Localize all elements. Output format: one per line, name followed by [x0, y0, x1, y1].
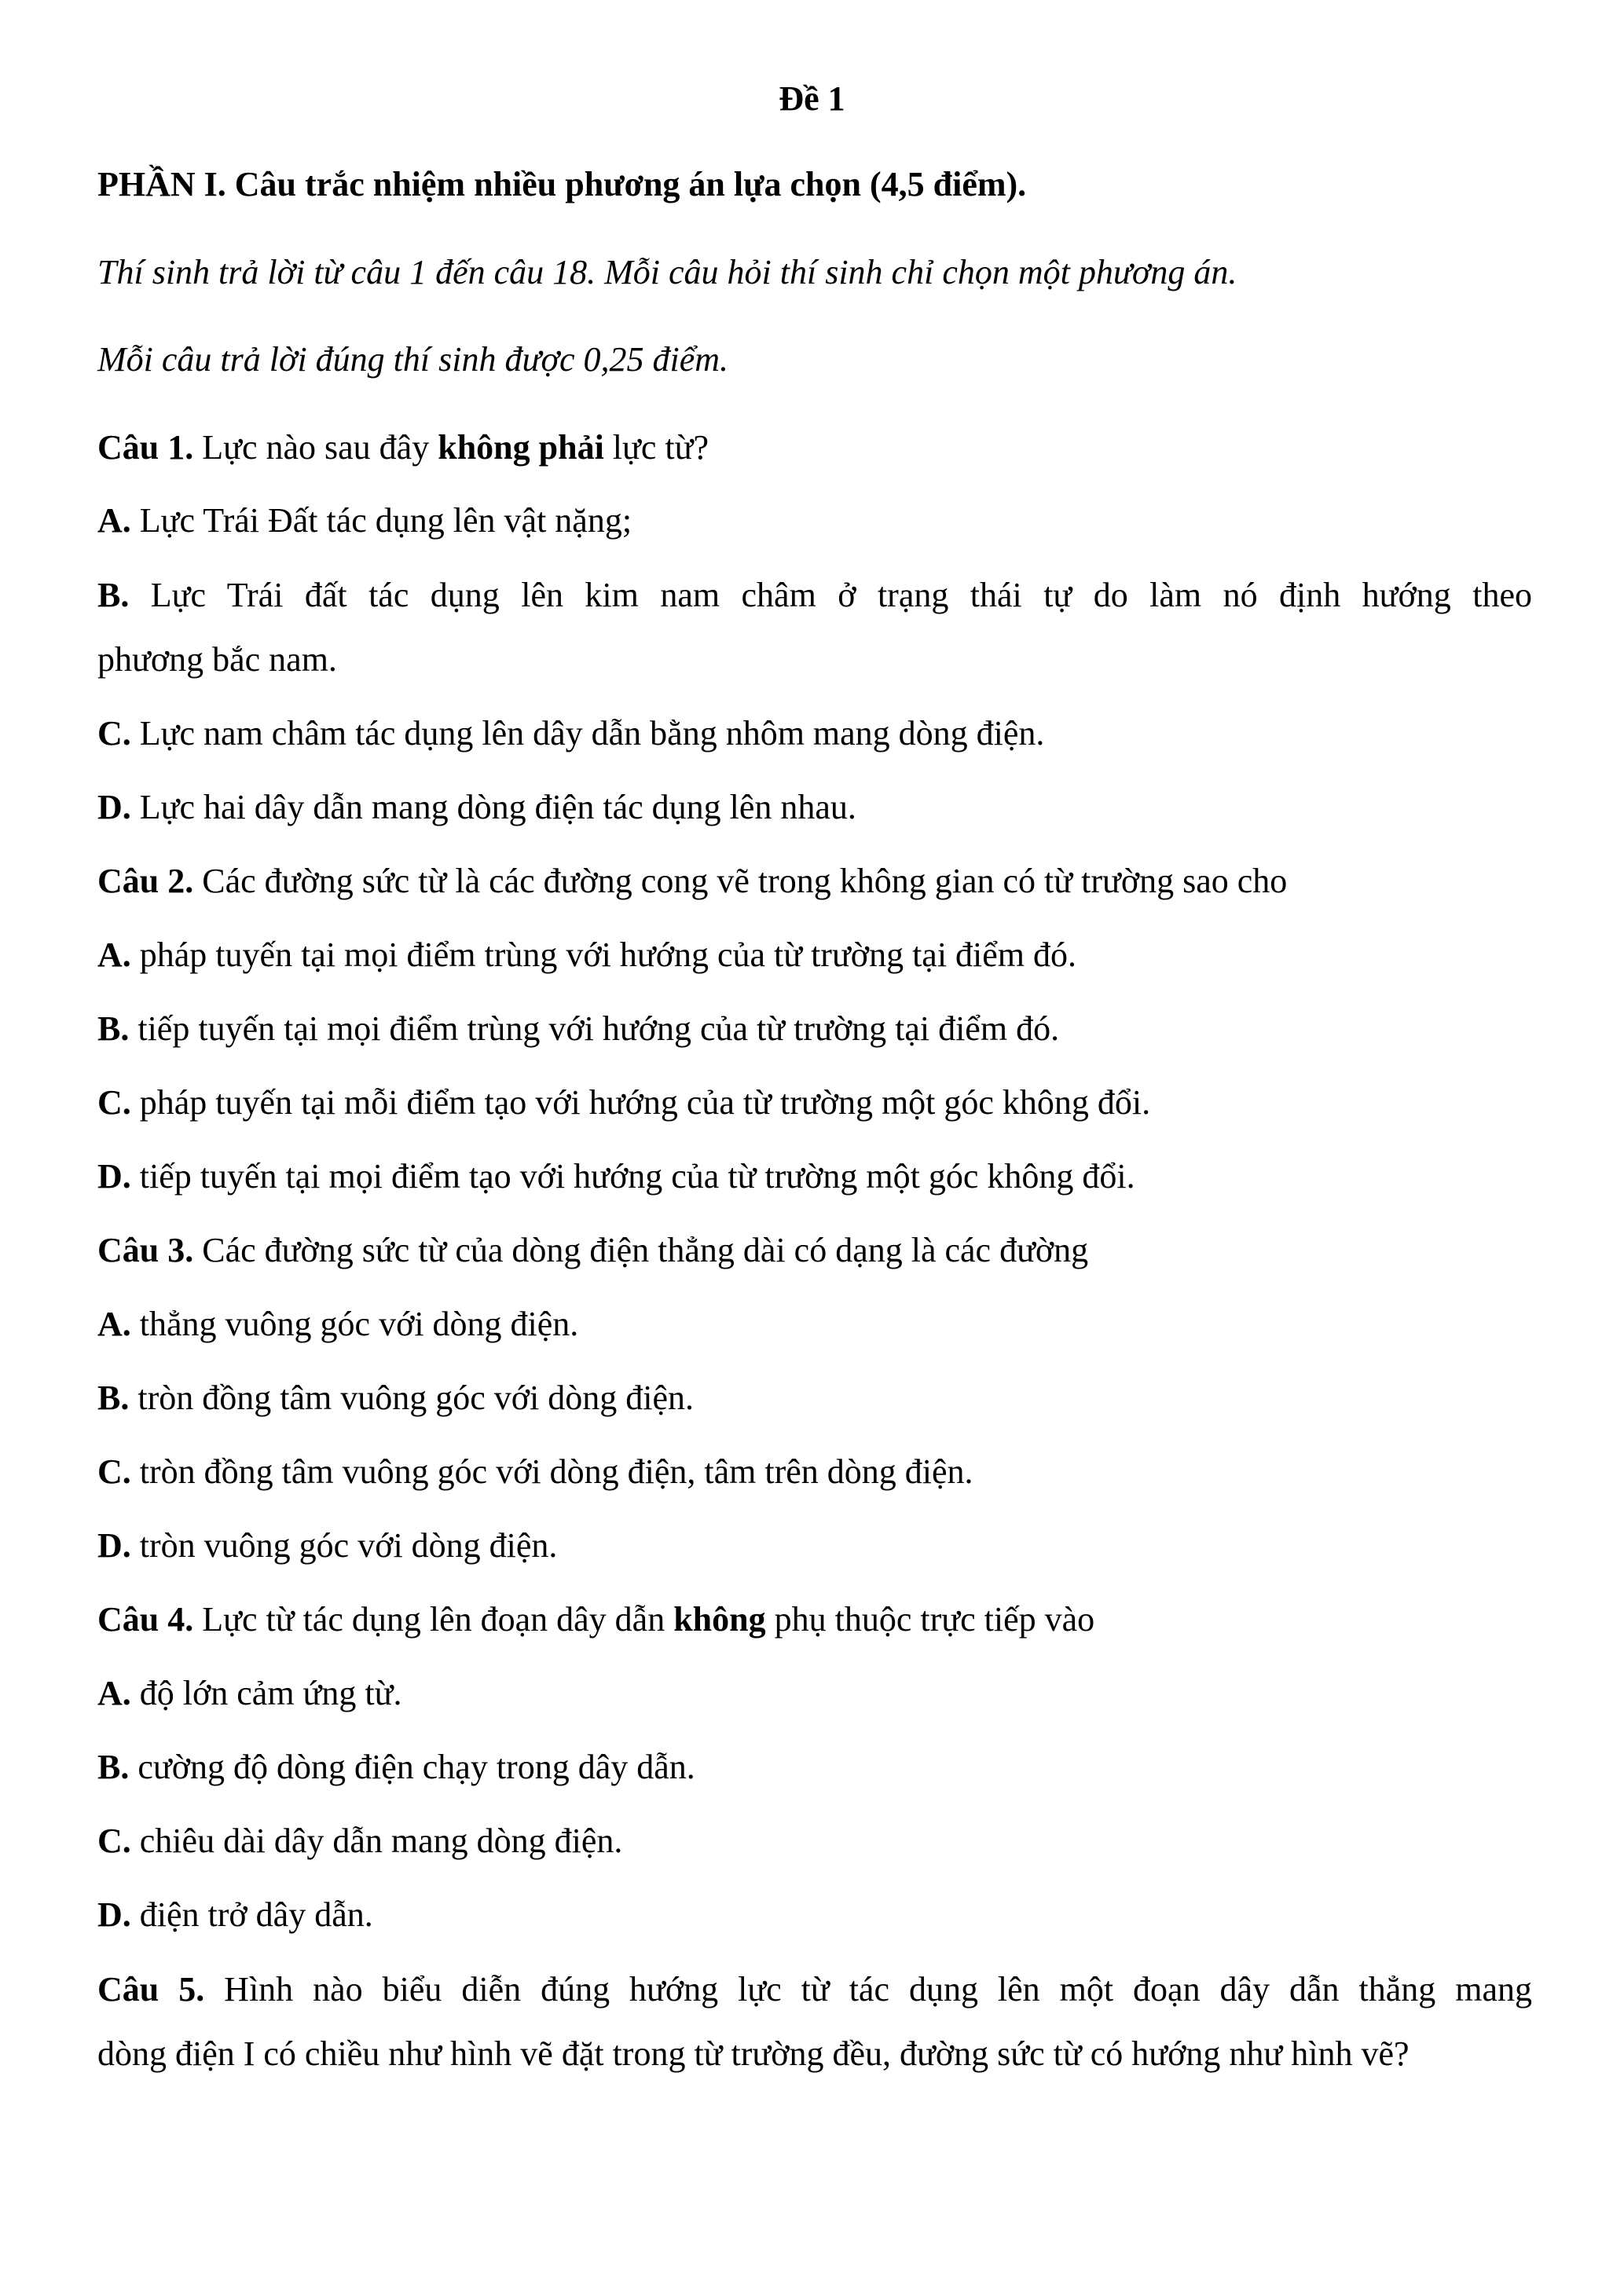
emphasis: không: [673, 1600, 766, 1639]
question-4-option-b: B. cường độ dòng điện chạy trong dây dẫn.: [97, 1748, 695, 1786]
option-letter: D.: [97, 1895, 131, 1934]
emphasis: không phải: [438, 428, 604, 467]
question-5-stem: Câu 5. Hình nào biểu diễn đúng hướng lực từ tác dụng lên một đoạn dây dẫn thẳng mang: [97, 1970, 1532, 2009]
question-4-stem: Câu 4. Lực từ tác dụng lên đoạn dây dẫn không phụ thuộc trực tiếp vào: [97, 1600, 1095, 1639]
question-1-option-b: B. Lực Trái đất tác dụng lên kim nam châm ở trạng thái tự do làm nó định hướng theo: [97, 576, 1532, 614]
question-4-option-c: C. chiêu dài dây dẫn mang dòng điện.: [97, 1822, 623, 1860]
question-label: Câu 3.: [97, 1231, 194, 1269]
question-1-stem: Câu 1. Lực nào sau đây không phải lực từ?: [97, 428, 709, 467]
question-2-stem: Câu 2. Các đường sức từ là các đường cong vẽ trong không gian có từ trường sao cho: [97, 862, 1288, 900]
question-3-option-c: C. tròn đồng tâm vuông góc với dòng điện, tâm trên dòng điện.: [97, 1452, 973, 1491]
question-2-option-a: A. pháp tuyến tại mọi điểm trùng với hướng của từ trường tại điểm đó.: [97, 936, 1077, 974]
instruction-1: Thí sinh trả lời từ câu 1 đến câu 18. Mỗi câu hỏi thí sinh chỉ chọn một phương án.: [97, 253, 1237, 291]
option-letter: D.: [97, 1526, 131, 1565]
page-title: Đề 1: [779, 79, 845, 118]
question-3-stem: Câu 3. Các đường sức từ của dòng điện thẳng dài có dạng là các đường: [97, 1231, 1089, 1269]
option-letter: D.: [97, 788, 131, 826]
option-letter: B.: [97, 1748, 130, 1786]
option-letter: A.: [97, 1305, 131, 1343]
question-1-option-c: C. Lực nam châm tác dụng lên dây dẫn bằng nhôm mang dòng điện.: [97, 714, 1045, 753]
question-3-option-a: A. thẳng vuông góc với dòng điện.: [97, 1305, 579, 1343]
question-5-stem-continuation: dòng điện I có chiều như hình vẽ đặt trong từ trường đều, đường sức từ có hướng như hình vẽ?: [97, 2034, 1410, 2073]
question-3-option-d: D. tròn vuông góc với dòng điện.: [97, 1526, 558, 1565]
section-heading: PHẦN I. Câu trắc nhiệm nhiều phương án lựa chọn (4,5 điểm).: [97, 165, 1027, 203]
question-4-option-a: A. độ lớn cảm ứng từ.: [97, 1674, 402, 1712]
option-letter: B.: [97, 1379, 130, 1417]
option-letter: D.: [97, 1157, 131, 1196]
option-letter: C.: [97, 1083, 131, 1122]
question-1-option-d: D. Lực hai dây dẫn mang dòng điện tác dụng lên nhau.: [97, 788, 856, 826]
question-3-option-b: B. tròn đồng tâm vuông góc với dòng điện.: [97, 1379, 694, 1417]
instruction-2: Mỗi câu trả lời đúng thí sinh được 0,25 điểm.: [97, 340, 729, 379]
option-letter: C.: [97, 714, 131, 753]
question-2-option-b: B. tiếp tuyến tại mọi điểm trùng với hướng của từ trường tại điểm đó.: [97, 1009, 1060, 1048]
question-2-option-d: D. tiếp tuyến tại mọi điểm tạo với hướng của từ trường một góc không đổi.: [97, 1157, 1135, 1196]
question-label: Câu 5.: [97, 1970, 205, 2009]
question-label: Câu 1.: [97, 428, 194, 467]
question-1-option-a: A. Lực Trái Đất tác dụng lên vật nặng;: [97, 501, 632, 540]
question-4-option-d: D. điện trở dây dẫn.: [97, 1895, 373, 1934]
question-label: Câu 2.: [97, 862, 194, 900]
option-letter: A.: [97, 1674, 131, 1712]
question-1-option-b-continuation: phương bắc nam.: [97, 640, 337, 679]
question-label: Câu 4.: [97, 1600, 194, 1639]
option-letter: C.: [97, 1822, 131, 1860]
option-letter: A.: [97, 501, 131, 540]
question-2-option-c: C. pháp tuyến tại mỗi điểm tạo với hướng của từ trường một góc không đổi.: [97, 1083, 1151, 1122]
option-letter: C.: [97, 1452, 131, 1491]
option-letter: A.: [97, 936, 131, 974]
option-letter: B.: [97, 1009, 130, 1048]
option-letter: B.: [97, 576, 130, 614]
